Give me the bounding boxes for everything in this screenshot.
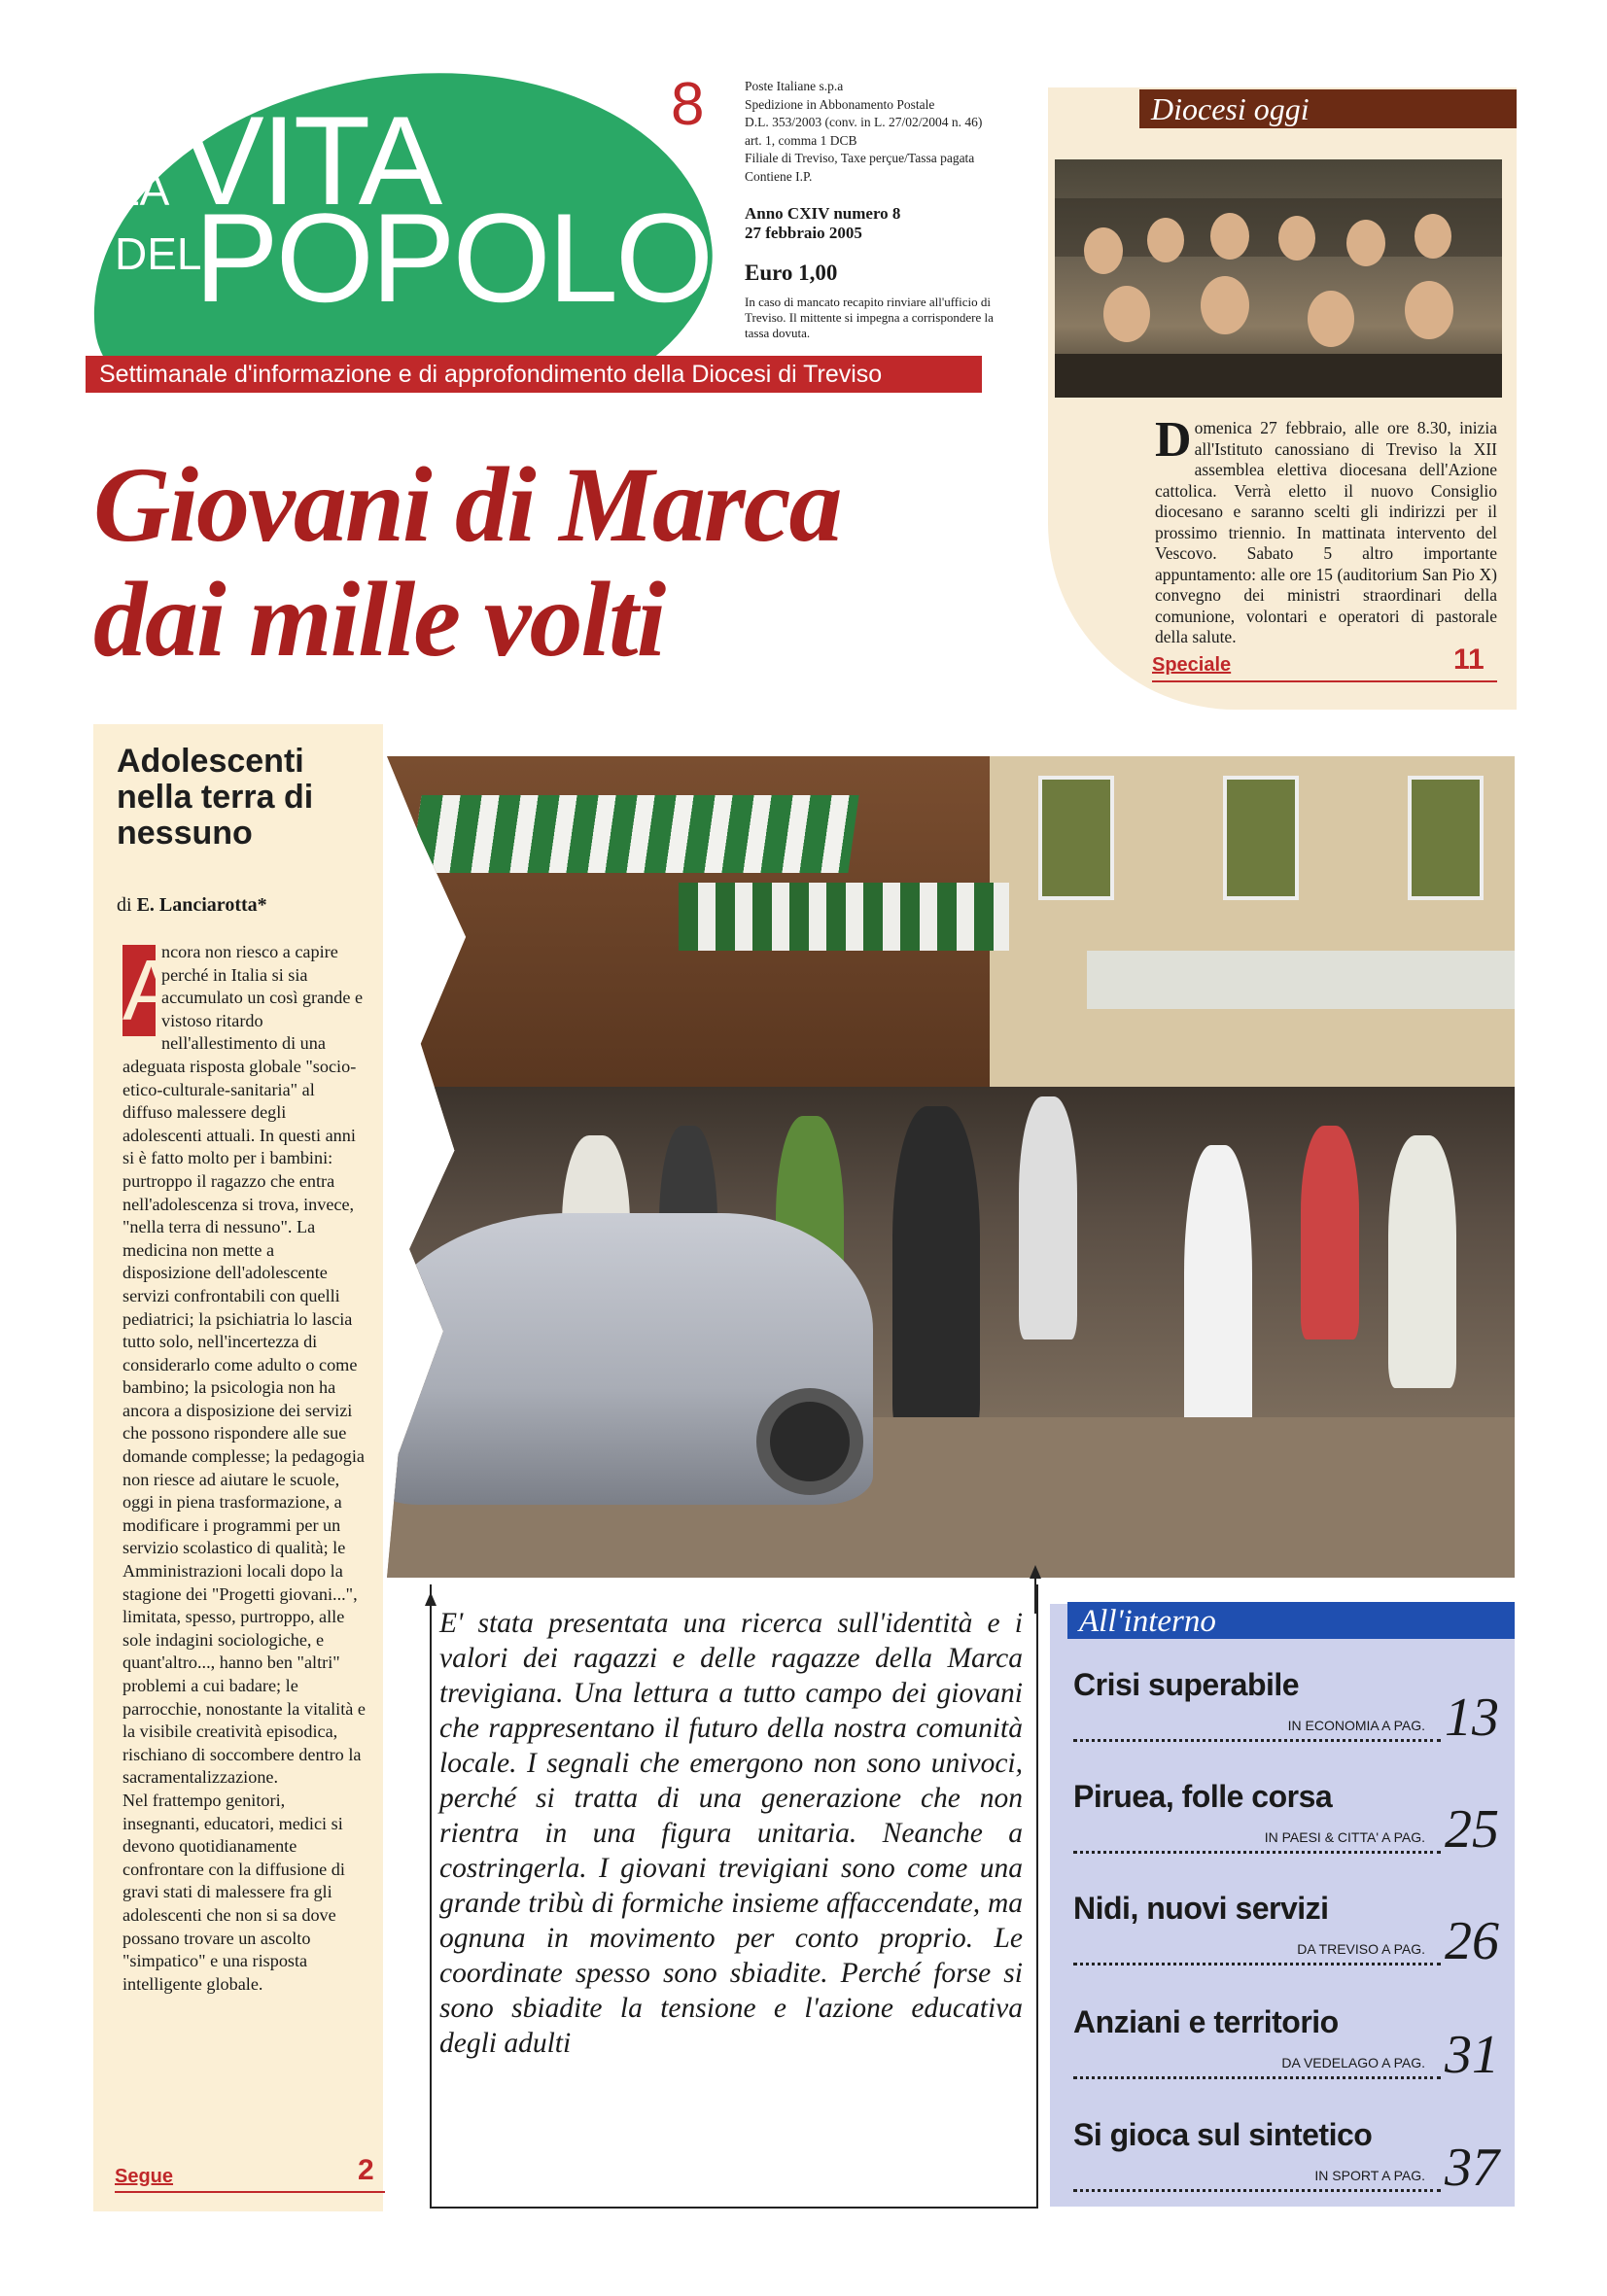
speciale-link[interactable]: Speciale xyxy=(1152,654,1232,676)
interno-item-section: IN PAESI & CITTA' A PAG. xyxy=(1264,1829,1425,1845)
issue-year: Anno CXIV numero 8 xyxy=(745,204,901,223)
left-article-paragraph-2: Nel frattempo genitori, insegnanti, educatori, medici si devono quotidianamente confrontare con la diffusione di gravi stati di malessere fra gli adolescenti che non si sa dove possano trovare un ascolto "simpatico" e una risposta intelligente globale. xyxy=(122,1790,345,1994)
divider xyxy=(115,2191,385,2193)
issue-number: 8 xyxy=(671,71,705,138)
interno-item-section: IN SPORT A PAG. xyxy=(1314,2168,1425,2183)
interno-item-title: Nidi, nuovi servizi xyxy=(1073,1891,1329,1926)
interno-item-page: 26 xyxy=(1445,1911,1499,1971)
dotted-leader xyxy=(1073,1739,1441,1742)
interno-item-page: 25 xyxy=(1445,1799,1499,1860)
logo-vita: VITA xyxy=(180,89,440,231)
postal-line: Poste Italiane s.p.a xyxy=(745,79,844,93)
interno-item-section: IN ECONOMIA A PAG. xyxy=(1287,1718,1425,1733)
abstract-text: E' stata presentata una ricerca sull'identità e i valori dei ragazzi e delle ragazze della Marca trevigiana. Una lettura a tutto campo dei giovani che rappresentano il futuro della nostra comunità locale. I segnali che emergono non sono univoci, perché si tratta di una generazione che non rientra in una figura unitaria. Neanche a costringerla. I giovani trevigiani sono come una grande tribù di formiche insieme affaccendate, ma ognuna in movimento per conto proprio. Le coordinate spesso sono sbiadite. Perché forse si sono sbiadite la tensione e l'azione educativa degli adulti xyxy=(439,1608,1023,2059)
dropcap: D xyxy=(1155,412,1192,468)
interno-item[interactable] xyxy=(1073,2117,1501,2224)
byline-author: E. Lanciarotta* xyxy=(136,894,267,916)
tagline: Settimanale d'informazione e di approfondimento della Diocesi di Treviso xyxy=(86,356,982,393)
interno-item[interactable] xyxy=(1073,2004,1501,2111)
interno-item[interactable] xyxy=(1073,1779,1501,1886)
assembly-photo xyxy=(1055,159,1502,398)
byline xyxy=(117,894,267,917)
interno-item-title: Piruea, folle corsa xyxy=(1073,1779,1333,1814)
interno-header: All'interno xyxy=(1067,1602,1515,1639)
postal-line: Filiale di Treviso, Taxe perçue/Tassa pagata xyxy=(745,151,975,165)
interno-item-title: Anziani e territorio xyxy=(1073,2004,1339,2039)
interno-item[interactable] xyxy=(1073,1891,1501,1998)
interno-item-page: 37 xyxy=(1445,2138,1499,2198)
headline-line-1: Giovani di Marca xyxy=(93,445,841,564)
issue-date: 27 febbraio 2005 xyxy=(745,224,862,242)
left-article-paragraph-1: ncora non riesco a capire perché in Italia si sia accumulato un così grande e vistoso ritardo nell'allestimento di una adeguata risposta globale "socio-etico-culturale-sanitaria" al diffuso malessere degli adolescenti attuali. In questi anni si è fatto molto per i bambini: purtroppo il ragazzo che entra nell'adolescenza si trova, invece, "nella terra di nessuno". La medicina non mette a disposizione dell'adolescente servizi confrontabili con quelli pediatrici; la psichiatria lo lascia tutto solo, nell'incertezza di considerarlo come adulto o come bambino; la psicologia non ha ancora a disposizione dei servizi che possono rispondere alle sue domande complesse; la pedagogia non riesce ad aiutare le scuole, oggi in piena trasformazione, a modificare i programmi per un servizio scolastico di qualità; le Amministrazioni locali dopo la stagione dei "Progetti giovani...", limitata, spesso, purtroppo, alle sole indagini sociologiche, e quant'altro..., hanno ben "altri" problemi a cui badare; le parrocchie, nonostante la vitalità e la visibile creatività episodica, rischiano di soccombere dentro la sacramentalizzazione. xyxy=(122,942,366,1788)
return-note: In caso di mancato recapito rinviare all'ufficio di Treviso. Il mittente si impegna a corrispondere la tassa dovuta. xyxy=(745,295,994,340)
postal-info xyxy=(745,78,1027,186)
diocesi-body: omenica 27 febbraio, alle ore 8.30, inizia all'Istituto canossiano di Treviso la XII assemblea elettiva diocesana dell'Azione cattolica. Verrà eletto il nuovo Consiglio diocesano e saranno scelti gli indirizzi per il prossimo triennio. In mattinata intervento del Vescovo. Sabato 5 altro importante appuntamento: alle ore 15 (auditorium San Pio X) convegno dei ministri straordinari della comunione, volontari e operatori di pastorale della salute. xyxy=(1155,418,1497,646)
postal-line: Contiene I.P. xyxy=(745,168,813,184)
postal-line: D.L. 353/2003 (conv. in L. 27/02/2004 n. 46) xyxy=(745,115,983,129)
arrow-line xyxy=(1034,1575,1036,1614)
dotted-leader xyxy=(1073,2076,1441,2079)
segue-page-number: 2 xyxy=(358,2154,374,2186)
interno-item-page: 31 xyxy=(1445,2025,1499,2085)
segue-link[interactable]: Segue xyxy=(115,2166,174,2187)
logo-popolo: POPOLO xyxy=(194,187,712,329)
main-photo-crowd xyxy=(387,756,1515,1578)
byline-prefix: di xyxy=(117,894,132,916)
logo-la: LA xyxy=(115,164,170,215)
dotted-leader xyxy=(1073,1963,1441,1966)
issue-info xyxy=(745,204,900,243)
left-article-title: Adolescenti nella terra di nessuno xyxy=(117,743,314,852)
dotted-leader xyxy=(1073,2189,1441,2192)
price: Euro 1,00 xyxy=(745,261,838,285)
interno-item-page: 13 xyxy=(1445,1687,1499,1748)
dotted-leader xyxy=(1073,1851,1441,1854)
interno-item-section: DA VEDELAGO A PAG. xyxy=(1281,2055,1425,2070)
logo-del: DEL xyxy=(115,228,202,279)
diocesi-header: Diocesi oggi xyxy=(1139,89,1517,128)
interno-item-section: DA TREVISO A PAG. xyxy=(1297,1941,1425,1957)
postal-line: Spedizione in Abbonamento Postale xyxy=(745,96,935,112)
postal-line: art. 1, comma 1 DCB xyxy=(745,132,857,148)
diocesi-page-number: 11 xyxy=(1453,644,1485,676)
arrow-up-icon xyxy=(425,1592,437,1606)
left-article-body xyxy=(122,941,366,1996)
interno-item[interactable] xyxy=(1073,1667,1501,1774)
main-headline xyxy=(93,447,1066,677)
divider xyxy=(1152,680,1497,682)
diocesi-text xyxy=(1155,412,1497,648)
interno-item-title: Crisi superabile xyxy=(1073,1667,1300,1702)
interno-item-title: Si gioca sul sintetico xyxy=(1073,2117,1373,2152)
dropcap: A xyxy=(122,942,180,1038)
headline-line-2: dai mille volti xyxy=(93,560,665,678)
